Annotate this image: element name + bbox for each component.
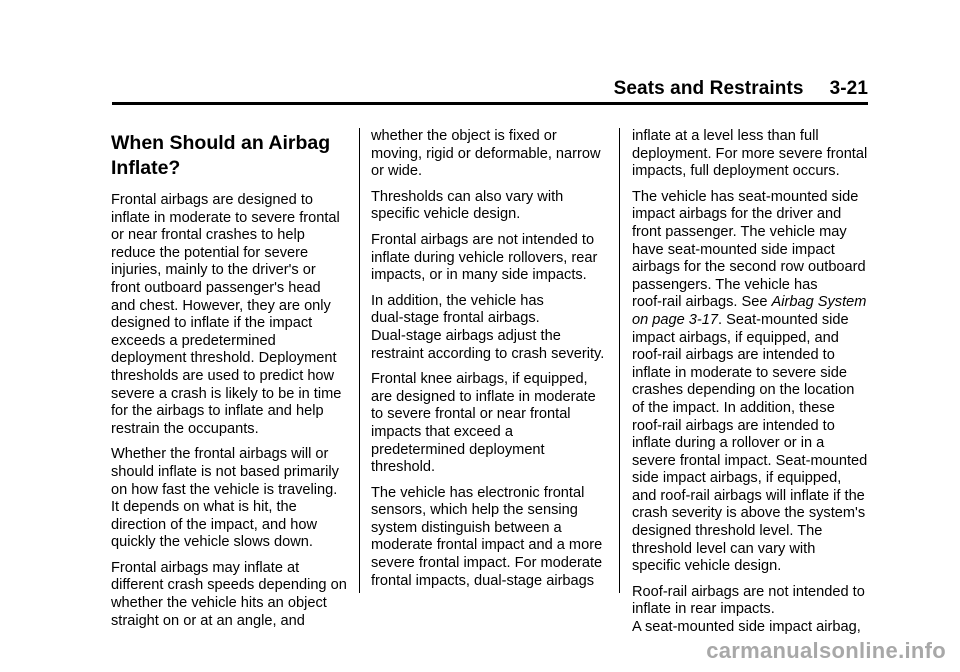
text-line: deployment. For more severe frontal	[632, 145, 868, 162]
text-line: restrain the occupants.	[111, 420, 259, 437]
text-line: Frontal airbags are not intended to	[371, 231, 595, 248]
text-line: Roof-rail airbags are not intended to	[632, 583, 865, 600]
text-line: sensors, which help the sensing	[371, 502, 578, 519]
text-line: severe frontal impact. For moderate	[371, 555, 603, 572]
heading-line: When Should an Airbag	[111, 132, 331, 154]
text-line: deployment threshold. Deployment	[111, 350, 337, 367]
paragraph	[371, 293, 611, 363]
text-line: severe a crash is likely to be in time	[111, 385, 342, 402]
text-line: quickly the vehicle slows down.	[111, 534, 313, 551]
see-reference-prefix: roof-rail airbags. See	[632, 294, 772, 311]
cross-reference-page-link[interactable]: on page 3-17	[632, 311, 719, 328]
text-line: passengers. The vehicle has	[632, 276, 818, 293]
header-title	[614, 78, 868, 100]
text-line: Frontal airbags may inflate at	[111, 559, 300, 576]
text-line: are designed to inflate in moderate	[371, 388, 596, 405]
text-line: The vehicle has electronic frontal	[371, 484, 585, 501]
text-line	[632, 294, 872, 312]
paragraph	[371, 128, 611, 181]
header-page-number: 3-21	[829, 78, 868, 99]
text-line: reduce the potential for severe	[111, 244, 309, 261]
column-3	[632, 128, 872, 637]
text-line: Frontal knee airbags, if equipped,	[371, 371, 588, 388]
text-line: Dual-stage airbags adjust the	[371, 327, 561, 344]
text-line: impact airbags, if equipped, and	[632, 329, 839, 346]
text-line: restraint according to crash severity.	[371, 345, 605, 362]
text-line: and roof-rail airbags will inflate if the	[632, 487, 865, 504]
paragraph	[111, 446, 355, 552]
text-line: system distinguish between a	[371, 519, 562, 536]
text-line: whether the object is fixed or	[371, 128, 557, 144]
text-line: Frontal airbags are designed to	[111, 192, 314, 208]
text-line: for the airbags to inflate and help	[111, 403, 324, 420]
text-line: roof-rail airbags are intended to	[632, 417, 835, 434]
text-line: predetermined deployment	[371, 441, 545, 458]
paragraph	[371, 485, 611, 591]
site-watermark: carmanualsonline.info	[706, 638, 946, 663]
text-line: to severe frontal or near frontal	[371, 406, 571, 423]
column-2	[371, 128, 611, 590]
column-1	[111, 128, 355, 630]
text-line	[632, 312, 872, 330]
paragraph	[632, 128, 872, 181]
text-line: direction of the impact, and how	[111, 516, 318, 533]
text-line: specific vehicle design.	[632, 558, 782, 575]
text-line: on how fast the vehicle is traveling.	[111, 481, 338, 498]
text-line: inflate in moderate to severe side	[632, 364, 847, 381]
text-line: front outboard passenger's head	[111, 279, 321, 296]
paragraph	[371, 371, 611, 477]
text-line: whether the vehicle hits an object	[111, 595, 327, 612]
section-heading	[111, 131, 355, 181]
text-line: crashes depending on the location	[632, 382, 855, 399]
text-line: side impact airbags, if equipped,	[632, 470, 842, 487]
paragraph	[111, 560, 355, 630]
text-line: injuries, mainly to the driver's or	[111, 262, 316, 279]
column-divider-1	[359, 128, 360, 593]
text-line: or wide.	[371, 163, 423, 180]
text-line: inflate during a rollover or in a	[632, 435, 825, 452]
text-line: designed threshold level. The	[632, 523, 823, 540]
text-line: threshold.	[371, 459, 436, 476]
text-line: roof-rail airbags are intended to	[632, 347, 835, 364]
text-line: A seat-mounted side impact airbag,	[632, 619, 861, 636]
paragraph	[371, 232, 611, 285]
paragraph	[371, 189, 611, 224]
text-line: Whether the frontal airbags will or	[111, 446, 329, 463]
heading-line: Inflate?	[111, 157, 181, 179]
text-line: different crash speeds depending on	[111, 577, 347, 594]
paragraph	[111, 192, 355, 438]
text-line: impacts, full deployment occurs.	[632, 163, 840, 180]
text-line: inflate in moderate to severe frontal	[111, 209, 340, 226]
text-line: impacts that exceed a	[371, 423, 513, 440]
text-line: front passenger. The vehicle may	[632, 223, 847, 240]
paragraph	[632, 619, 872, 637]
page-header	[0, 0, 960, 106]
text-line: specific vehicle design.	[371, 206, 521, 223]
text-line: In addition, the vehicle has	[371, 292, 544, 309]
text-line: Thresholds can also vary with	[371, 188, 564, 205]
text-line: inflate in rear impacts.	[632, 601, 775, 618]
text-line: moderate frontal impact and a more	[371, 537, 603, 554]
text-line: and chest. However, they are only	[111, 297, 331, 314]
cross-reference-link[interactable]: Airbag System	[771, 294, 867, 311]
text-line: inflate during vehicle rollovers, rear	[371, 249, 598, 266]
paragraph	[632, 189, 872, 576]
text-line: dual-stage frontal airbags.	[371, 310, 540, 327]
text-line: should inflate is not based primarily	[111, 463, 339, 480]
text-line: moving, rigid or deformable, narrow	[371, 145, 601, 162]
text-line: crash severity is above the system's	[632, 505, 866, 522]
text-line: have seat-mounted side impact	[632, 241, 835, 258]
header-rule	[112, 102, 868, 105]
text-line: airbags for the second row outboard	[632, 259, 866, 276]
text-line: The vehicle has seat-mounted side	[632, 188, 859, 205]
text-line: impacts, or in many side impacts.	[371, 267, 587, 284]
text-line: frontal impacts, dual-stage airbags	[371, 572, 595, 589]
text-line: impact airbags for the driver and	[632, 206, 842, 223]
paragraph	[632, 584, 872, 619]
text-line: of the impact. In addition, these	[632, 399, 835, 416]
text-line: exceeds a predetermined	[111, 332, 276, 349]
text-line: or near frontal crashes to help	[111, 227, 305, 244]
text-line: inflate at a level less than full	[632, 128, 819, 144]
text-line: thresholds are used to predict how	[111, 367, 335, 384]
text-line: designed to inflate if the impact	[111, 315, 313, 332]
text-line: straight on or at an angle, and	[111, 612, 305, 629]
text-line: It depends on what is hit, the	[111, 499, 297, 516]
text-line: severe frontal impact. Seat-mounted	[632, 452, 868, 469]
see-reference-suffix: . Seat-mounted side	[718, 311, 849, 328]
text-line: threshold level can vary with	[632, 540, 816, 557]
column-divider-2	[619, 128, 620, 593]
header-section-name: Seats and Restraints	[613, 78, 804, 99]
